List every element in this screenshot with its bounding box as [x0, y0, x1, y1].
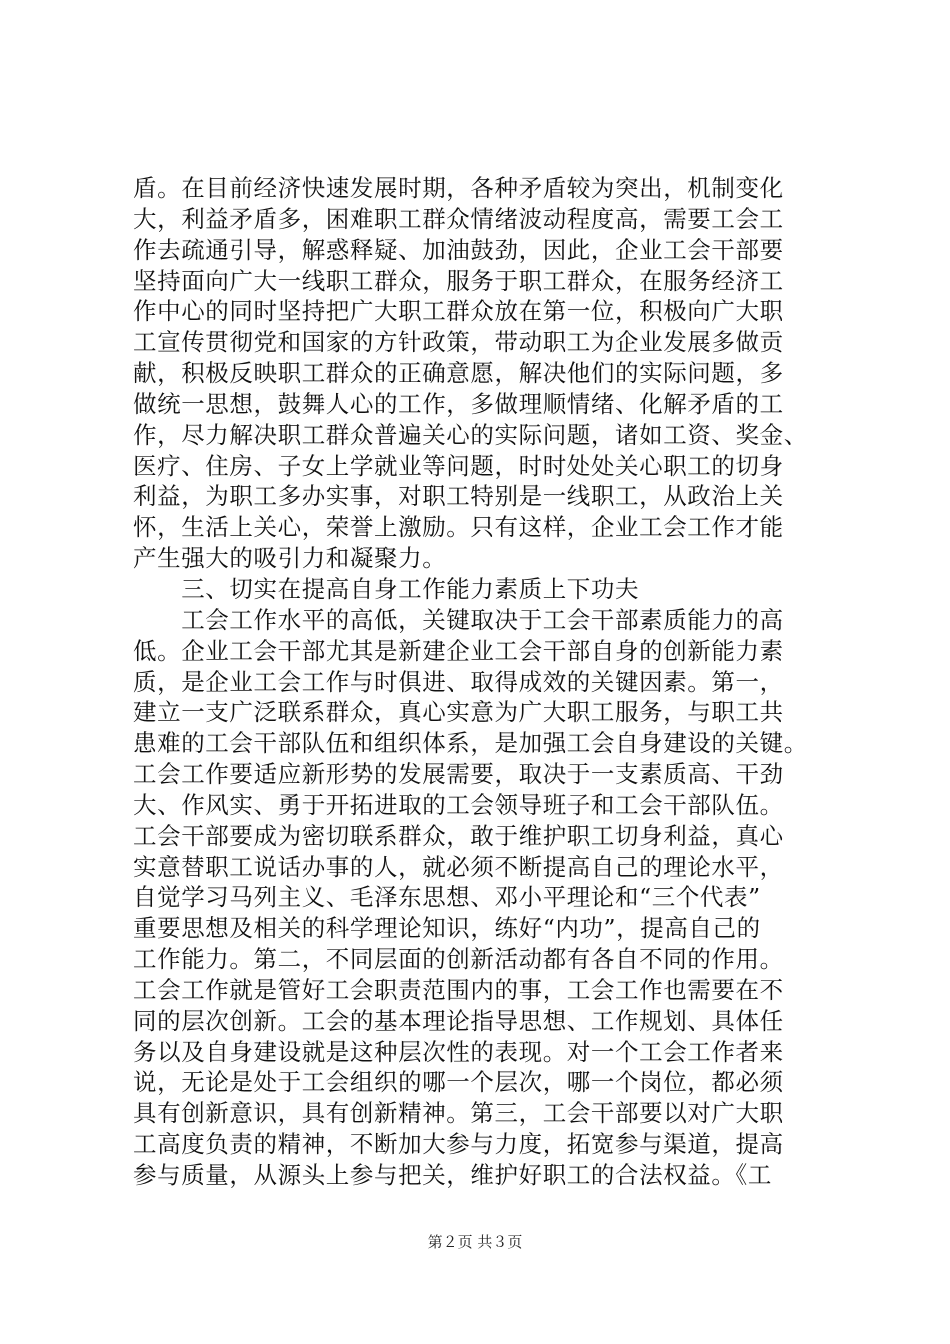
text-line: 低。企业工会干部尤其是新建企业工会干部自身的创新能力素 [133, 636, 784, 665]
page-footer: 第２页 共３页 [427, 1233, 523, 1251]
text-line: 建立一支广泛联系群众，真心实意为广大职工服务，与职工共 [133, 698, 784, 727]
text-line: 利益，为职工多办实事，对职工特别是一线职工，从政治上关 [133, 482, 784, 511]
text-line: 做统一思想，鼓舞人心的工作，多做理顺情绪、化解矛盾的工 [133, 389, 784, 418]
text-line: 实意替职工说话办事的人，就必须不断提高自己的理论水平， [133, 852, 784, 881]
text-line: 工会工作要适应新形势的发展需要，取决于一支素质高、干劲 [133, 760, 784, 789]
text-line: 说，无论是处于工会组织的哪一个层次，哪一个岗位，都必须 [133, 1068, 784, 1097]
text-line: 产生强大的吸引力和凝聚力。 [133, 544, 447, 573]
text-line: 参与质量，从源头上参与把关，维护好职工的合法权益。《工 [133, 1161, 772, 1189]
text-line: 工作能力。第二，不同层面的创新活动都有各自不同的作用。 [133, 945, 784, 974]
text-line: 同的层次创新。工会的基本理论指导思想、工作规划、具体任 [133, 1006, 784, 1035]
text-line: 重要思想及相关的科学理论知识，练好“内功”，提高自己的 [133, 914, 761, 943]
text-line: 三、切实在提高自身工作能力素质上下功夫 [133, 574, 640, 603]
text-line: 自觉学习马列主义、毛泽东思想、邓小平理论和“三个代表” [133, 883, 761, 912]
text-line: 坚持面向广大一线职工群众，服务于职工群众，在服务经济工 [133, 266, 784, 295]
text-line: 工会干部要成为密切联系群众，敢于维护职工切身利益，真心 [133, 821, 784, 850]
text-line: 质，是企业工会工作与时俱进、取得成效的关键因素。第一， [133, 667, 784, 696]
text-line: 工会工作水平的高低，关键取决于工会干部素质能力的高 [133, 605, 784, 634]
body-text [133, 173, 833, 1191]
text-line: 作中心的同时坚持把广大职工群众放在第一位，积极向广大职 [133, 297, 784, 326]
text-line: 医疗、住房、子女上学就业等问题，时时处处关心职工的切身 [133, 451, 784, 480]
text-line: 大，利益矛盾多，困难职工群众情绪波动程度高，需要工会工 [133, 204, 784, 233]
text-line: 工宣传贯彻党和国家的方针政策，带动职工为企业发展多做贡 [133, 328, 784, 357]
text-line: 盾。在目前经济快速发展时期，各种矛盾较为突出，机制变化 [133, 174, 784, 202]
text-line: 怀，生活上关心，荣誉上激励。只有这样，企业工会工作才能 [133, 513, 784, 542]
text-line: 作去疏通引导，解惑释疑、加油鼓劲，因此，企业工会干部要 [133, 235, 784, 264]
text-line: 患难的工会干部队伍和组织体系，是加强工会自身建设的关键。 [133, 729, 808, 758]
text-line: 献，积极反映职工群众的正确意愿，解决他们的实际问题，多 [133, 359, 784, 388]
text-line: 工会工作就是管好工会职责范围内的事，工会工作也需要在不 [133, 975, 784, 1004]
text-line: 作，尽力解决职工群众普遍关心的实际问题，诸如工资、奖金、 [133, 420, 808, 449]
text-line: 工高度负责的精神，不断加大参与力度，拓宽参与渠道，提高 [133, 1130, 784, 1159]
text-line: 具有创新意识，具有创新精神。第三，工会干部要以对广大职 [133, 1099, 784, 1128]
text-line: 大、作风实、勇于开拓进取的工会领导班子和工会干部队伍。 [133, 790, 784, 819]
text-line: 务以及自身建设就是这种层次性的表现。对一个工会工作者来 [133, 1037, 784, 1066]
